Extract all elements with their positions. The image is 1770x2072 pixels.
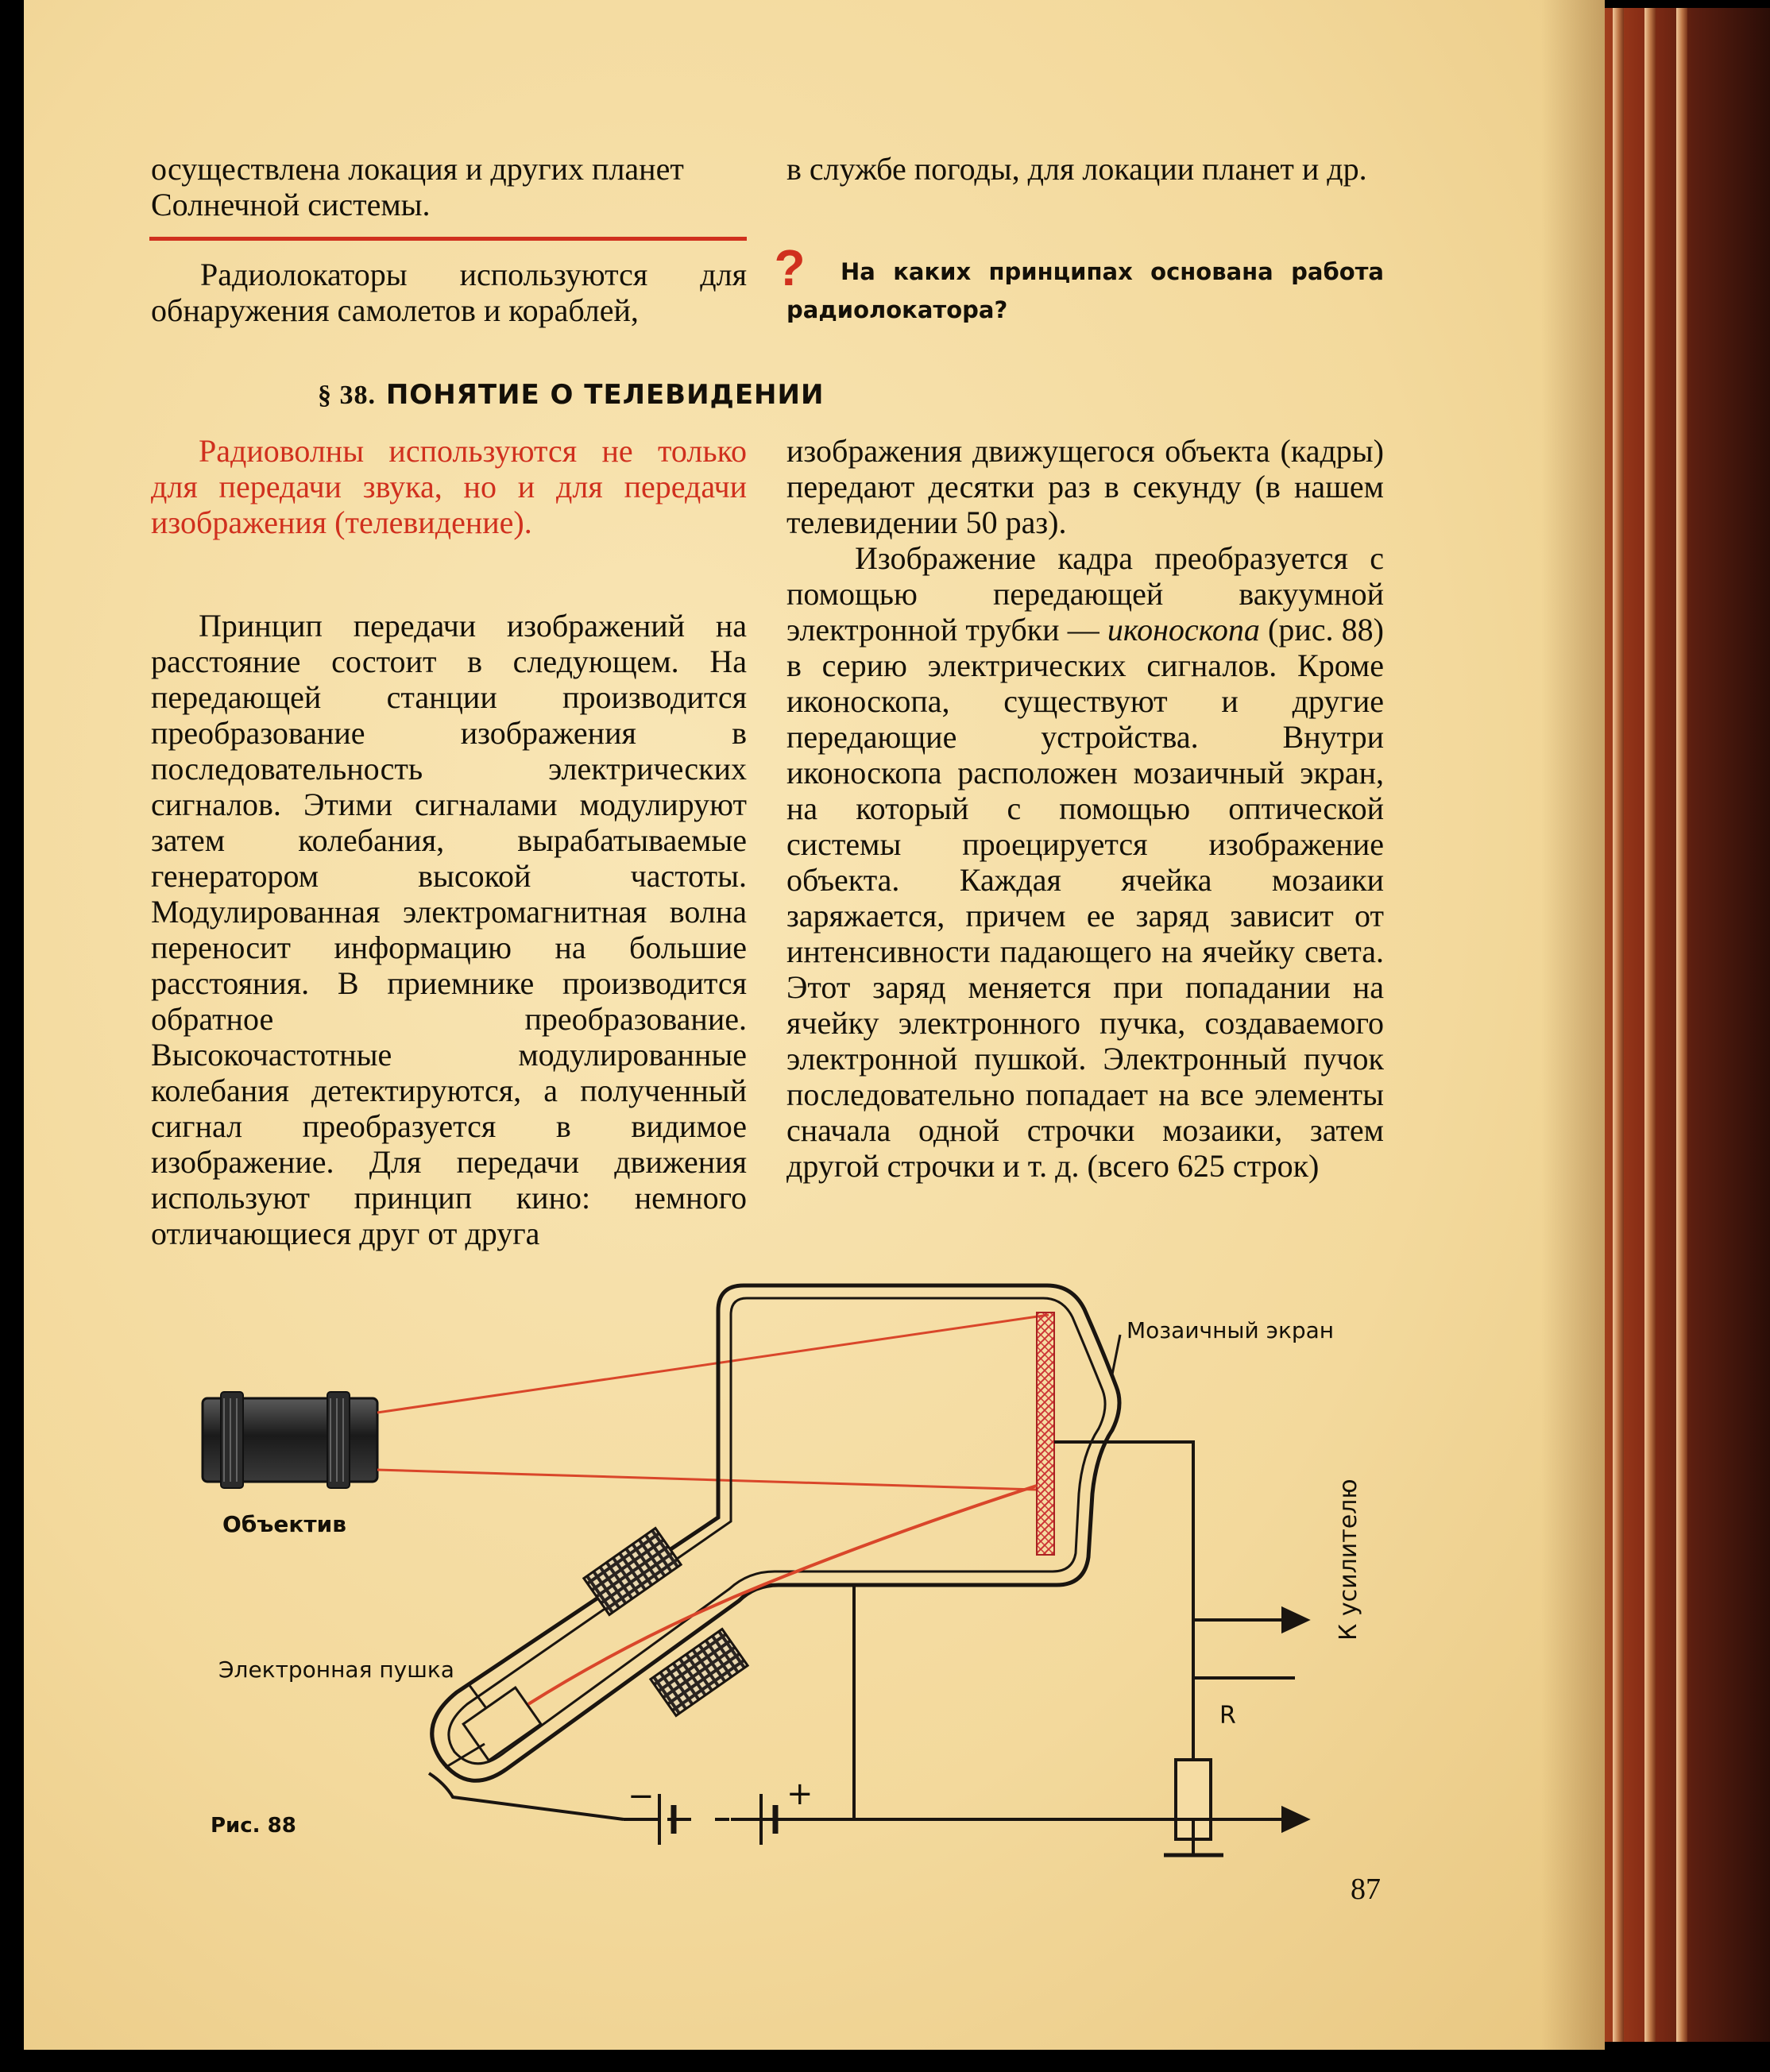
top-right-text: в службе погоды, для локации планет и др. <box>786 151 1367 187</box>
lead-paragraph: Радиоволны используются не только для передачи звука, но и для передачи изображения (телевидение). <box>151 433 747 540</box>
label-to-amplifier: К усилителю <box>1335 1479 1362 1641</box>
radar-paragraph: Радиолокаторы используются для обнаружения самолетов и кораблей, <box>151 257 747 328</box>
top-left-text: осуществлена локация и других планет Солнечной системы. <box>151 151 684 222</box>
review-question: На каких принципах основана работа радиолокатора? <box>786 258 1384 323</box>
right-paragraph-1: изображения движущегося объекта (кадры) передают десятки раз в секунду (в нашем телевидении 50 раз). <box>786 433 1384 540</box>
left-paragraph: Принцип передачи изображений на расстояние состоит в следующем. На передающей станции производится преобразование изображения в последовательность электрических сигналов. Этими сигналами модулируют затем колебания, вырабатываемые генератором высокой частоты. Модулированная электромагнитная волна переносит информацию на большие расстояния. В приемнике производится обратное преобразование. Высокочастотные модулированные колебания детектируются, а полученный сигнал преобразуется в видимое изображение. Для передачи движения используют принцип кино: немного отличающиеся друг от друга <box>151 608 747 1251</box>
iconoscope-term: иконоскопа <box>1107 612 1260 648</box>
label-battery-plus: + <box>786 1776 814 1812</box>
label-mosaic-screen: Мозаичный экран <box>1127 1317 1335 1343</box>
question-mark-icon: ? <box>774 239 806 296</box>
label-electron-gun: Электронная пушка <box>218 1656 454 1683</box>
label-resistor: R <box>1219 1702 1236 1730</box>
section-number: § 38. <box>318 381 376 410</box>
right-paragraph-2-rest: (рис. 88) в серию электрических сигналов. Кроме иконоскопа, существуют и другие передающие устройства. Внутри иконоскопа расположен мозаичный экран, на который с помощью оптической системы проецируется изображение объекта. Каждая ячейка мозаики заряжается, причем ее заряд зависит от интенсивности падающего на ячейку света. Этот заряд меняется при попадании на ячейку электронного пучка, создаваемого электронной пушкой. Электронный пучок последовательно попадает на все элементы сначала одной строчки мозаики, затем другой строчки и т. д. (всего 625 строк) <box>786 612 1384 1184</box>
arrow-right-icon <box>1283 1808 1307 1830</box>
section-title: ПОНЯТИЕ О ТЕЛЕВИДЕНИИ <box>385 379 825 411</box>
arrow-right-icon <box>1283 1609 1307 1631</box>
page-number: 87 <box>1351 1873 1381 1906</box>
label-lens: Объектив <box>222 1511 346 1537</box>
figure-caption: Рис. 88 <box>211 1814 296 1838</box>
right-paragraph-2-start: Изображение кадра преобразуется с помощью передающей вакуумной электронной трубки — <box>786 540 1384 648</box>
label-battery-minus: − <box>628 1778 655 1815</box>
